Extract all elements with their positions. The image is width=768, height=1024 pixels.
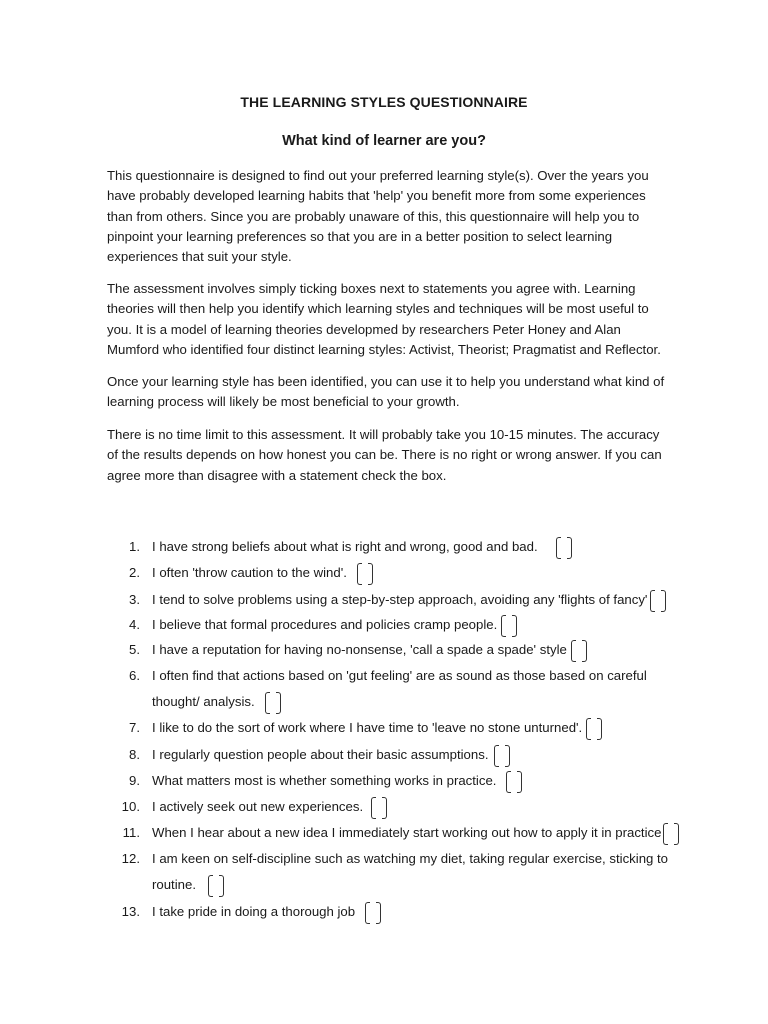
checkbox-13[interactable] bbox=[365, 901, 381, 925]
question-number: 3. bbox=[129, 592, 140, 607]
question-number: 5. bbox=[129, 642, 140, 657]
checkbox-5[interactable] bbox=[571, 639, 587, 663]
question-text: What matters most is whether something works in practice. bbox=[152, 773, 497, 788]
question-number: 12. bbox=[121, 851, 140, 866]
checkbox-11[interactable] bbox=[663, 822, 679, 846]
instructions-paragraph: There is no time limit to this assessment. It will probably take you 10-15 minutes. The accuracy of the results depends on how honest you can be. There is no right or wrong answer. If you can agree more than disagree with a statement check the box. bbox=[107, 427, 662, 483]
checkbox-1[interactable] bbox=[556, 536, 572, 560]
question-number: 2. bbox=[129, 565, 140, 580]
question-item-12 bbox=[118, 846, 698, 898]
question-number: 8. bbox=[129, 747, 140, 762]
question-text: I believe that formal procedures and policies cramp people. bbox=[152, 617, 498, 632]
question-number: 11. bbox=[122, 825, 140, 840]
question-text: I often 'throw caution to the wind'. bbox=[152, 565, 347, 580]
learning-style-paragraph: Once your learning style has been identified, you can use it to help you understand what kind of learning process will likely be most beneficial to your growth. bbox=[107, 374, 665, 410]
checkbox-3[interactable] bbox=[650, 589, 666, 613]
question-text: I like to do the sort of work where I have time to 'leave no stone unturned'. bbox=[152, 720, 583, 735]
question-number: 10. bbox=[121, 799, 140, 814]
question-number: 13. bbox=[121, 904, 140, 919]
question-number: 9. bbox=[129, 773, 140, 788]
question-text-continued: thought/ analysis. bbox=[152, 694, 255, 709]
question-number: 6. bbox=[129, 668, 140, 683]
checkbox-2[interactable] bbox=[357, 562, 373, 586]
checkbox-7[interactable] bbox=[586, 717, 602, 741]
question-text: I take pride in doing a thorough job bbox=[152, 904, 356, 919]
question-number: 1. bbox=[129, 539, 140, 554]
question-text: I often find that actions based on 'gut feeling' are as sound as those based on careful bbox=[152, 668, 647, 683]
checkbox-12[interactable] bbox=[208, 874, 224, 898]
question-text: I actively seek out new experiences. bbox=[152, 799, 364, 814]
question-text: When I hear about a new idea I immediately start working out how to apply it in practice bbox=[152, 825, 662, 840]
checkbox-4[interactable] bbox=[501, 614, 517, 638]
question-text: I tend to solve problems using a step-by-step approach, avoiding any 'flights of fancy' bbox=[152, 592, 648, 607]
question-text: I regularly question people about their basic assumptions. bbox=[152, 747, 489, 762]
question-text: I have strong beliefs about what is right and wrong, good and bad. bbox=[152, 539, 538, 554]
checkbox-9[interactable] bbox=[506, 770, 522, 794]
question-item-6 bbox=[118, 663, 698, 715]
checkbox-6[interactable] bbox=[265, 691, 281, 715]
intro-paragraph: This questionnaire is designed to find out your preferred learning style(s). Over the years you have probably developed learning habits that 'help' you benefit more from some experiences than from others. Since you are probably unaware of this, this questionnaire will help you to pinpoint your learning preferences so that you are in a better position to select learning experiences that suit your style. bbox=[107, 168, 649, 265]
question-text-continued: routine. bbox=[152, 877, 196, 892]
assessment-paragraph: The assessment involves simply ticking boxes next to statements you agree with. Learning theories will then help you identify which learning styles and techniques will be most useful to you. It is a model of learning theories developmed by researchers Peter Honey and Alan Mumford who identified four distinct learning styles: Activist, Theorist; Pragmatist and Reflector. bbox=[107, 281, 661, 357]
checkbox-8[interactable] bbox=[494, 744, 510, 768]
question-text: I am keen on self-discipline such as watching my diet, taking regular exercise, sticking to bbox=[152, 851, 669, 866]
question-text: I have a reputation for having no-nonsense, 'call a spade a spade' style bbox=[152, 642, 567, 657]
page-subtitle: What kind of learner are you? bbox=[282, 133, 486, 149]
checkbox-10[interactable] bbox=[371, 796, 387, 820]
page-title: THE LEARNING STYLES QUESTIONNAIRE bbox=[240, 94, 528, 110]
question-number: 4. bbox=[129, 617, 140, 632]
question-number: 7. bbox=[129, 720, 140, 735]
